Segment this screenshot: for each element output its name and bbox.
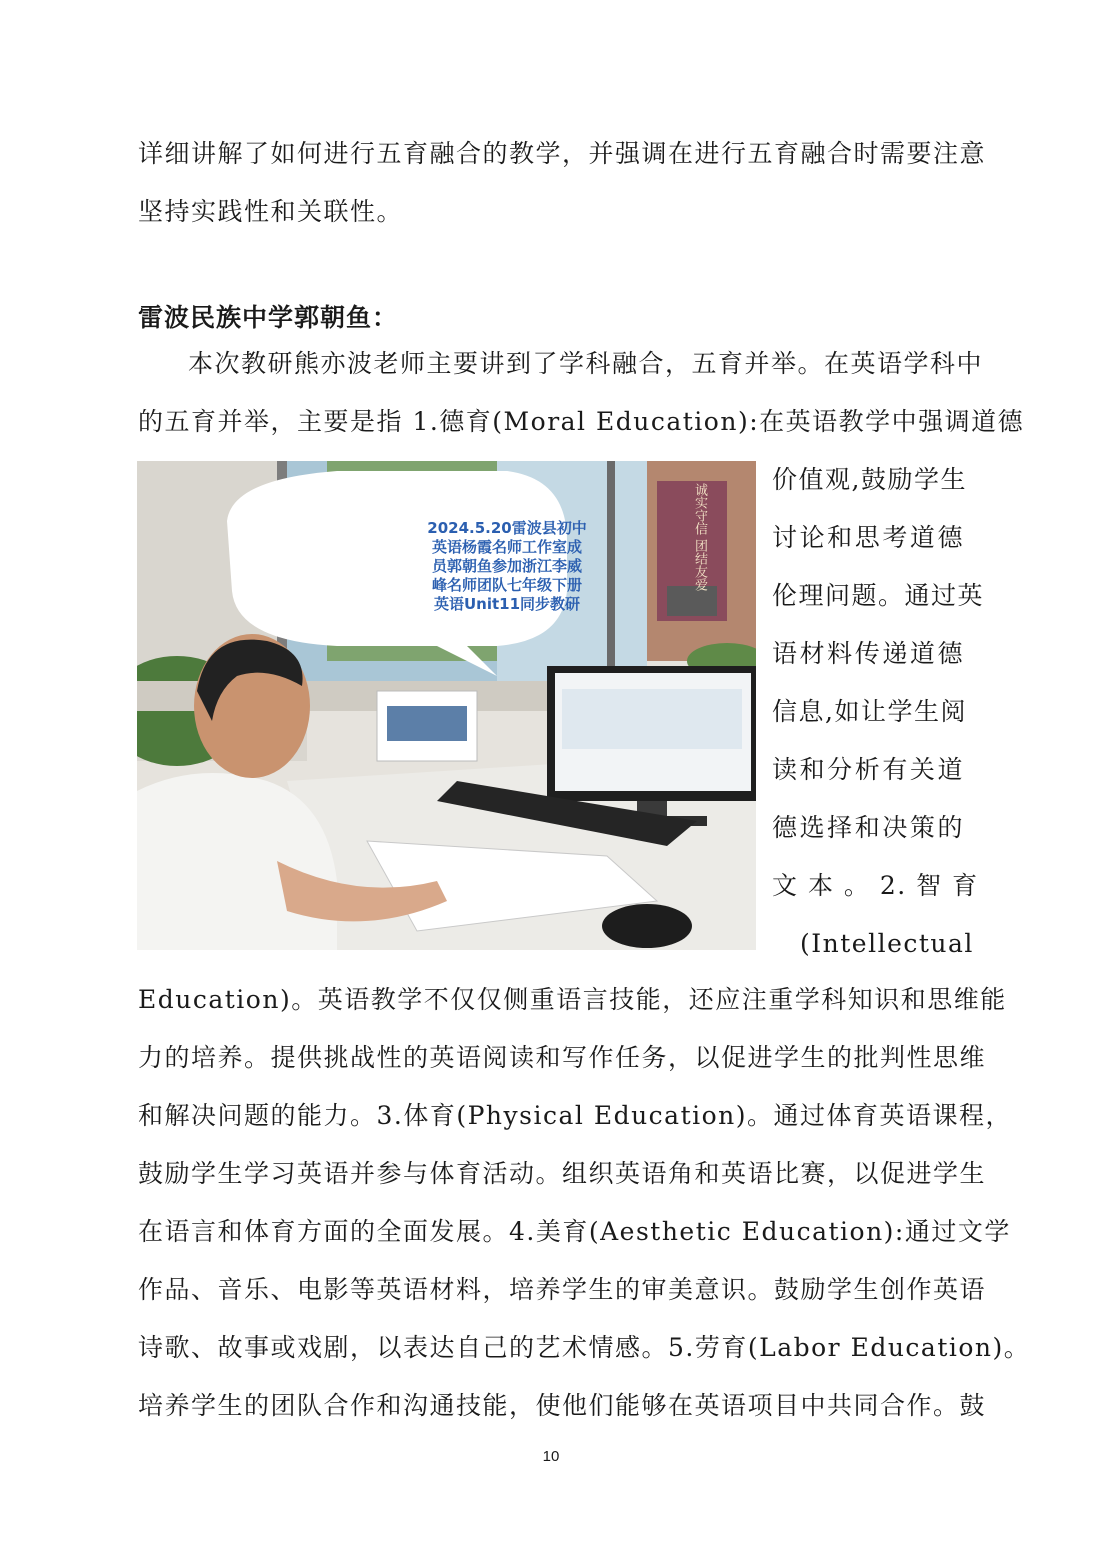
banner-line: 诚实守信 [692, 483, 707, 535]
text-line: 伦理问题。通过英 [772, 581, 985, 610]
banner-text [677, 483, 707, 591]
banner-line: 团结友爱 [692, 539, 707, 592]
text-line: 的五育并举，主要是指 1.德育(Moral Education):在英语教学中强调道德 [138, 407, 1025, 436]
teacher-photo [137, 461, 756, 950]
text-line: 德选择和决策的 [772, 813, 964, 842]
text-line: 培养学生的团队合作和沟通技能，使他们能够在英语项目中共同合作。鼓 [138, 1391, 987, 1420]
bubble-line: 2024.5.20雷波县初中 [427, 519, 587, 537]
bubble-line: 峰名师团队七年级下册 [431, 576, 582, 594]
bubble-line: 英语杨霞名师工作室成 [431, 538, 582, 556]
text-line: 力的培养。提供挑战性的英语阅读和写作任务，以促进学生的批判性思维 [138, 1043, 987, 1072]
text-line: 作品、音乐、电影等英语材料，培养学生的审美意识。鼓励学生创作英语 [138, 1275, 987, 1304]
text-line: 讨论和思考道德 [772, 523, 964, 552]
text-line: 语材料传递道德 [772, 639, 964, 668]
text-line: 读和分析有关道 [772, 755, 964, 784]
section-heading: 雷波民族中学郭朝鱼： [138, 303, 399, 332]
bubble-line: 英语Unit11同步教研 [433, 595, 581, 613]
text-line: 文 本 。 2. 智 育 [772, 871, 979, 900]
page-number: 10 [542, 1448, 560, 1465]
bubble-line: 员郭朝鱼参加浙江李威 [431, 557, 582, 575]
text-line: 本次教研熊亦波老师主要讲到了学科融合，五育并举。在英语学科中 [188, 349, 984, 378]
text-line: 信息,如让学生阅 [772, 697, 967, 726]
text-line: 和解决问题的能力。3.体育(Physical Education)。通过体育英语课程， [138, 1101, 1013, 1130]
text-line: 鼓励学生学习英语并参与体育活动。组织英语角和英语比赛，以促进学生 [138, 1159, 987, 1188]
text-line: 价值观,鼓励学生 [772, 465, 967, 494]
text-line: (Intellectual [800, 929, 974, 958]
text-line: Education)。英语教学不仅仅侧重语言技能，还应注重学科知识和思维能 [138, 985, 1007, 1014]
photo-caption-bubble [377, 519, 637, 614]
text-line: 诗歌、故事或戏剧，以表达自己的艺术情感。5.劳育(Labor Education)。 [138, 1333, 1031, 1362]
text-line: 详细讲解了如何进行五育融合的教学，并强调在进行五育融合时需要注意 [138, 139, 987, 168]
text-line: 坚持实践性和关联性。 [138, 197, 404, 226]
text-line: 在语言和体育方面的全面发展。4.美育(Aesthetic Education):通过文学 [138, 1217, 1011, 1246]
